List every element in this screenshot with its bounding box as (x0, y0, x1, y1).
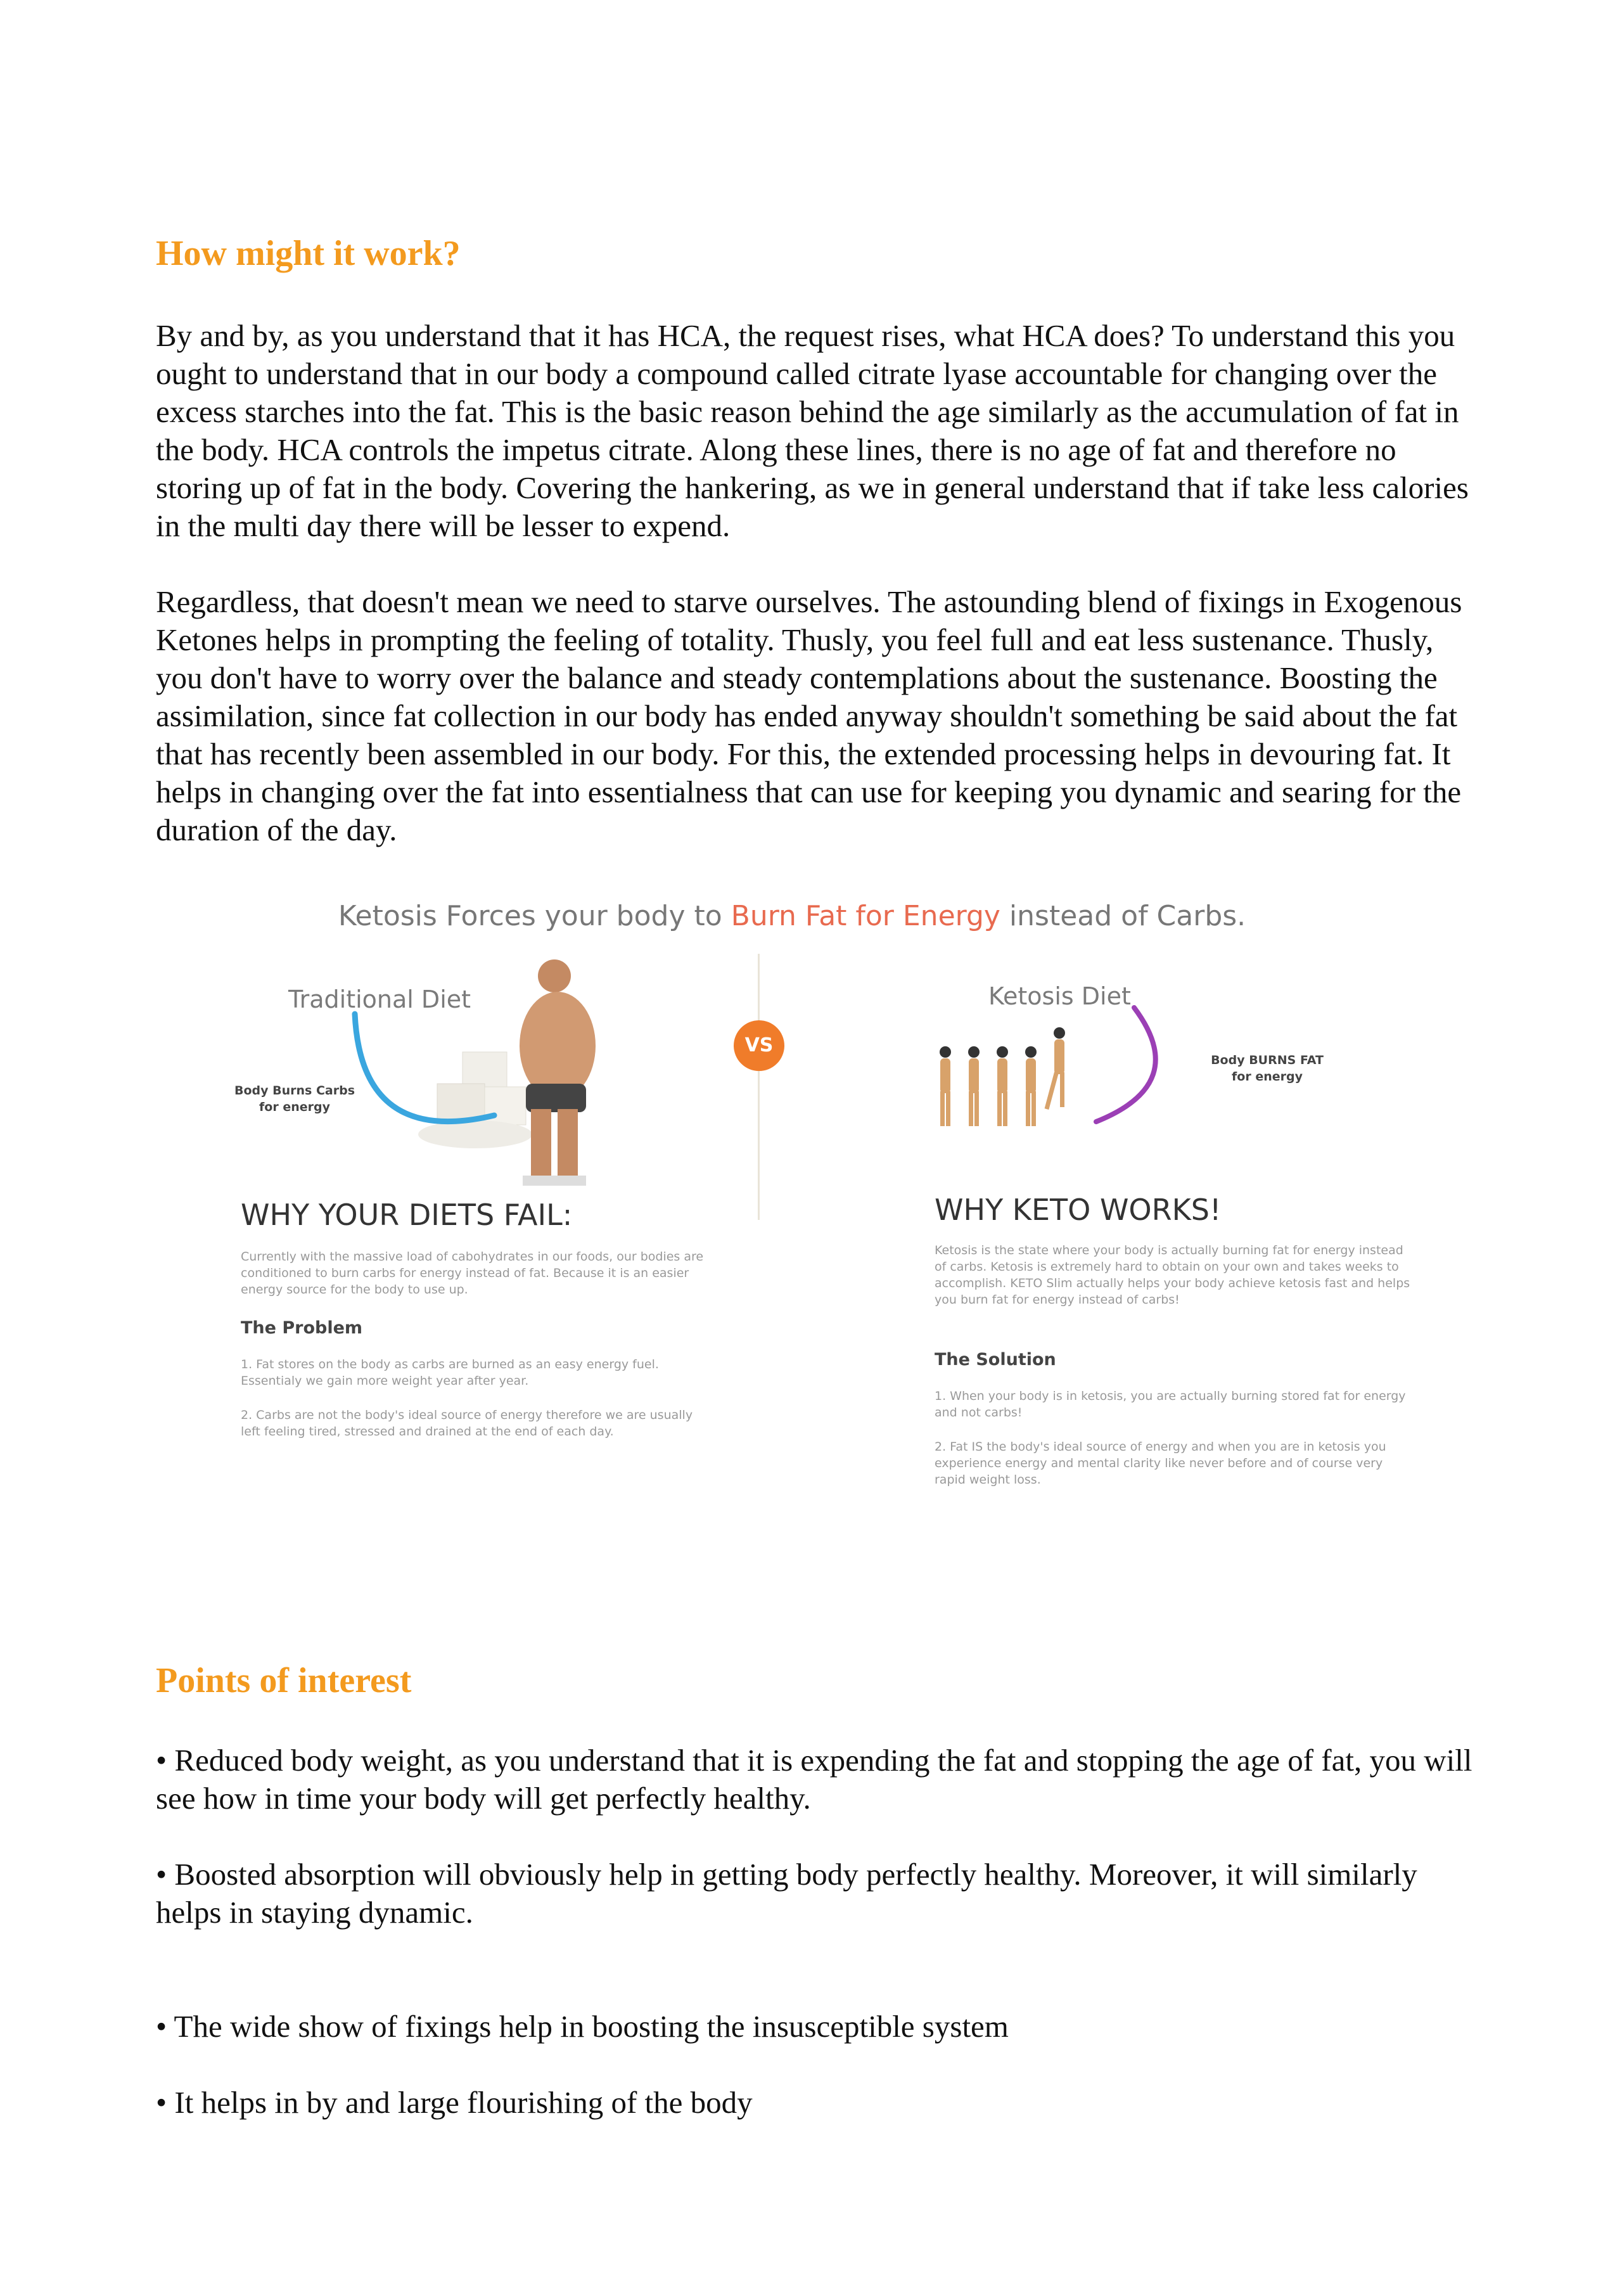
problem-point-1: 1. Fat stores on the body as carbs are burned as an easy energy fuel. Essentialy we gain more weight year after year. (241, 1357, 659, 1388)
ketosis-diet-label: Ketosis Diet (988, 982, 1131, 1010)
fat-arc-icon (1096, 1008, 1156, 1122)
vs-badge: VS (734, 1020, 784, 1071)
solution-title: The Solution (935, 1350, 1056, 1369)
ketosis-diet-illustration (925, 995, 1210, 1198)
why-keto-works-title: WHY KETO WORKS! (935, 1193, 1222, 1227)
overweight-man-icon (520, 959, 596, 1186)
solution-point-1: 1. When your body is in ketosis, you are actually burning stored fat for energy and not carbs! (935, 1389, 1406, 1420)
why-diets-fail-title: WHY YOUR DIETS FAIL: (241, 1198, 573, 1232)
vs-divider (758, 954, 760, 1220)
slim-figures-icon (940, 1027, 1065, 1126)
problem-point-2: 2. Carbs are not the body's ideal source of energy therefore we are usually left feeling tired, stressed and drained at the end of each day. (241, 1408, 693, 1439)
left-caption: Body Burns Carbs for energy (234, 1084, 355, 1114)
solution-point-2: 2. Fat IS the body's ideal source of energy and when you are in ketosis you experience energy and mental clarity like never before and of course very rapid weight loss. (935, 1440, 1386, 1487)
traditional-diet-illustration (228, 957, 672, 1198)
paragraph-hca: By and by, as you understand that it has HCA, the request rises, what HCA does? To understand this you ought to understand that in our body a compound called citrate lyase accountable for changing over the excess starches into the fat. This is the basic reason behind the age similarly as the accumulation of fat in the body. HCA controls the impetus citrate. Along these lines, there is no age of fat and therefore no storing up of fat in the body. Covering the hankering, as we in general understand that if take less calories in the multi day there will be lesser to expend. (156, 318, 1469, 543)
bullet-boosted-absorption: • Boosted absorption will obviously help in getting body perfectly healthy. Moreover, it will similarly helps in staying dynamic. (156, 1857, 1417, 1930)
sugar-cubes-icon (418, 1052, 532, 1148)
right-caption: Body BURNS FAT for energy (1211, 1053, 1324, 1084)
why-keto-works-text: Ketosis is the state where your body is actually burning fat for energy instead of carbs. Ketosis is extremely hard to obtain on your own and takes weeks to accomplish. KETO Slim actually helps your body achieve ketosis fast and helps you burn fat for energy instead of carbs! (935, 1243, 1410, 1307)
section-heading-how-it-works: How might it work? (156, 234, 461, 273)
bullet-reduced-weight: • Reduced body weight, as you understand that it is expending the fat and stopping the age of fat, you will see how in time your body will get perfectly healthy. (156, 1743, 1472, 1816)
section-heading-points-of-interest: Points of interest (156, 1661, 412, 1700)
problem-title: The Problem (241, 1318, 363, 1338)
ketosis-infographic (228, 881, 1410, 1578)
paragraph-exogenous-ketones: Regardless, that doesn't mean we need to starve ourselves. The astounding blend of fixings in Exogenous Ketones helps in prompting the feeling of totality. Thusly, you feel full and eat less sustenance. Thusly, you don't have to worry over the balance and steady contemplations about the sustenance. Boosting the assimilation, since fat collection in our body has ended anyway shouldn't something be said about the fat that has recently been assembled in our body. For this, the extended processing helps in devouring fat. It helps in changing over the fat into essentialness that can use for keeping you dynamic and searing for the duration of the day. (156, 584, 1462, 847)
bullet-flourishing: • It helps in by and large flourishing of the body (156, 2085, 753, 2120)
bullet-immune-system: • The wide show of fixings help in boosting the insusceptible system (156, 2009, 1009, 2044)
why-diets-fail-text: Currently with the massive load of cabohydrates in our foods, our bodies are conditioned to burn carbs for energy instead of fat. Because it is an easier energy source for the body to use up. (241, 1250, 704, 1297)
infographic-title: Ketosis Forces your body to Burn Fat for Energy instead of Carbs. (338, 900, 1246, 932)
traditional-diet-label: Traditional Diet (288, 985, 471, 1013)
